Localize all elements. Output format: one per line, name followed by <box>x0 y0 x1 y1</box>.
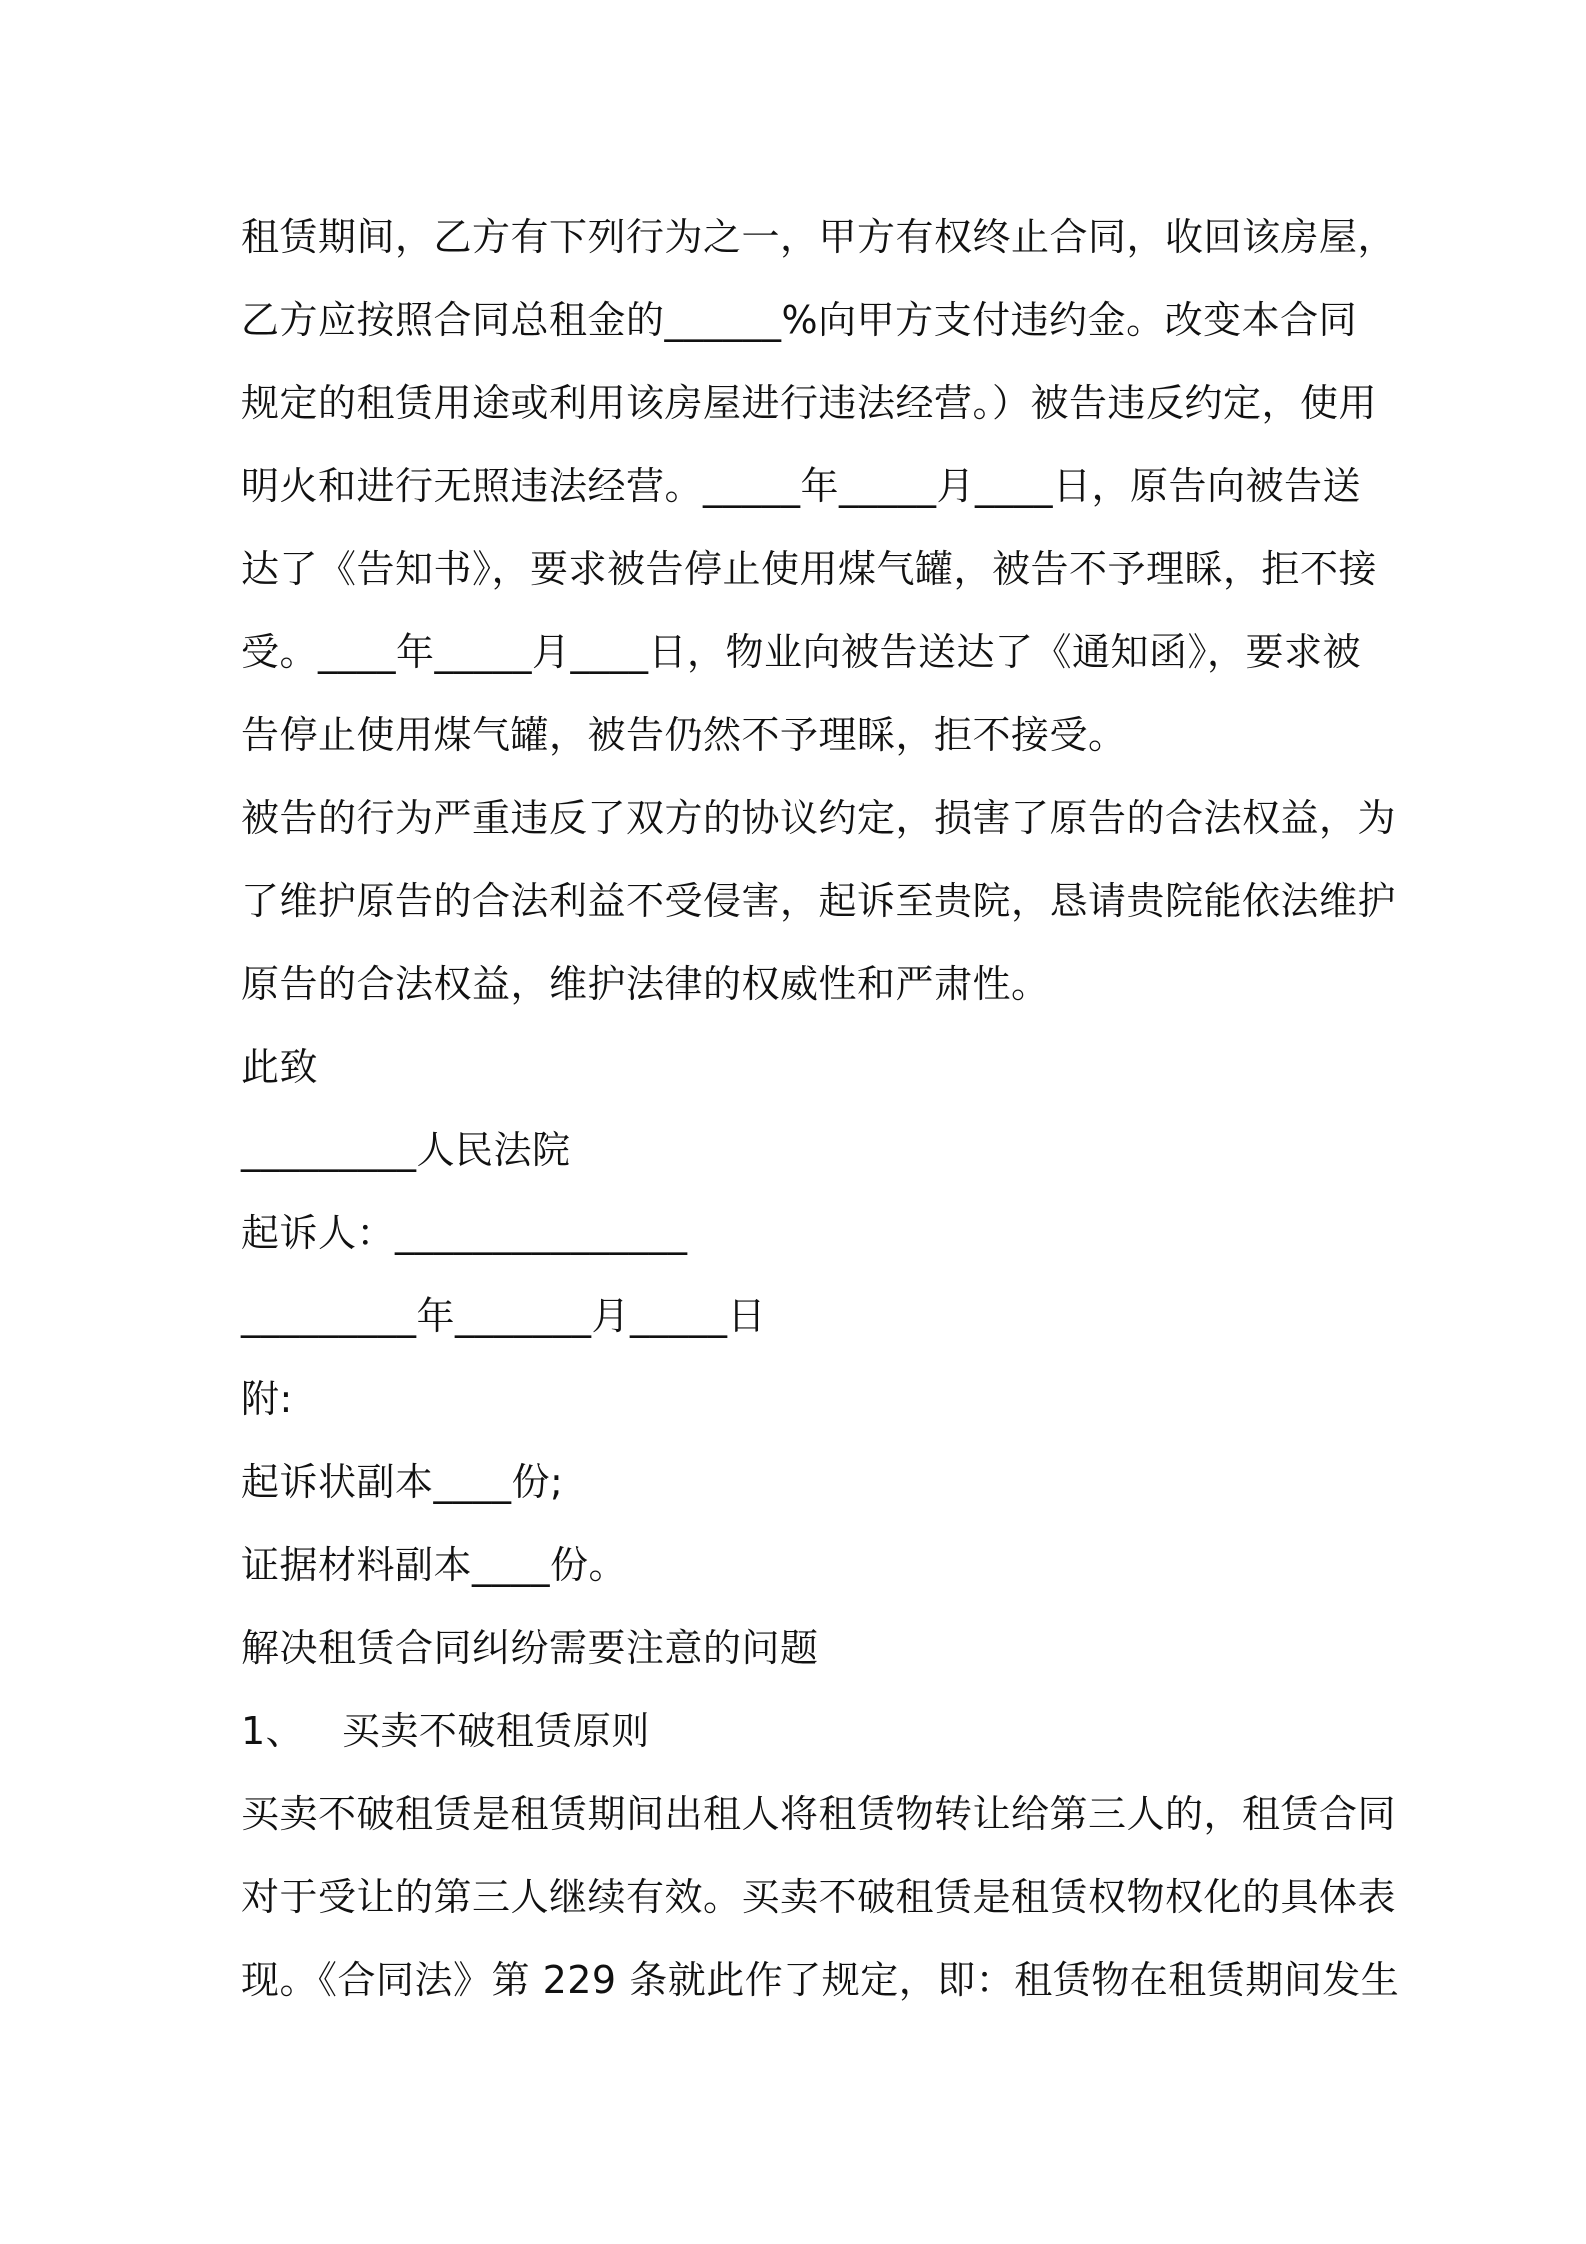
text-line: 乙方应按照合同总租金的______%向甲方支付违约金。改变本合同 <box>241 298 1358 342</box>
text-line: 被告的行为严重违反了双方的协议约定，损害了原告的合法权益，为 <box>241 796 1397 840</box>
text-line: 证据材料副本____份。 <box>241 1543 628 1587</box>
text-line: 起诉状副本____份; <box>241 1460 564 1504</box>
text-line: 买卖不破租赁是租赁期间出租人将租赁物转让给第三人的，租赁合同 <box>241 1792 1397 1836</box>
text-line: 规定的租赁用途或利用该房屋进行违法经营。）被告违反约定，使用 <box>241 381 1378 425</box>
text-line: 1、 买卖不破租赁原则 <box>241 1709 650 1753</box>
text-line: 了维护原告的合法利益不受侵害，起诉至贵院，恳请贵院能依法维护 <box>241 879 1397 923</box>
text-line: 附: <box>241 1377 293 1421</box>
document-page <box>241 196 1400 2022</box>
text-line: 现。《合同法》第 229 条就此作了规定，即：租赁物在租赁期间发生 <box>241 1958 1400 2002</box>
text-line: _________人民法院 <box>241 1128 571 1172</box>
text-line: 告停止使用煤气罐，被告仍然不予理睬，拒不接受。 <box>241 713 1127 757</box>
text-line: 受。____年_____月____日，物业向被告送达了《通知函》，要求被 <box>241 630 1362 674</box>
text-line: 解决租赁合同纠纷需要注意的问题 <box>241 1626 819 1670</box>
text-line: 对于受让的第三人继续有效。买卖不破租赁是租赁权物权化的具体表 <box>241 1875 1397 1919</box>
text-line: 达了《告知书》，要求被告停止使用煤气罐，被告不予理睬，拒不接 <box>241 547 1378 591</box>
text-line: _________年_______月_____日 <box>241 1294 767 1338</box>
text-line: 此致 <box>241 1045 319 1089</box>
text-line: 起诉人：_______________ <box>241 1211 688 1255</box>
text-line: 原告的合法权益，维护法律的权威性和严肃性。 <box>241 962 1050 1006</box>
text-line: 租赁期间，乙方有下列行为之一，甲方有权终止合同，收回该房屋， <box>241 215 1397 259</box>
text-line: 明火和进行无照违法经营。_____年_____月____日，原告向被告送 <box>241 464 1362 508</box>
